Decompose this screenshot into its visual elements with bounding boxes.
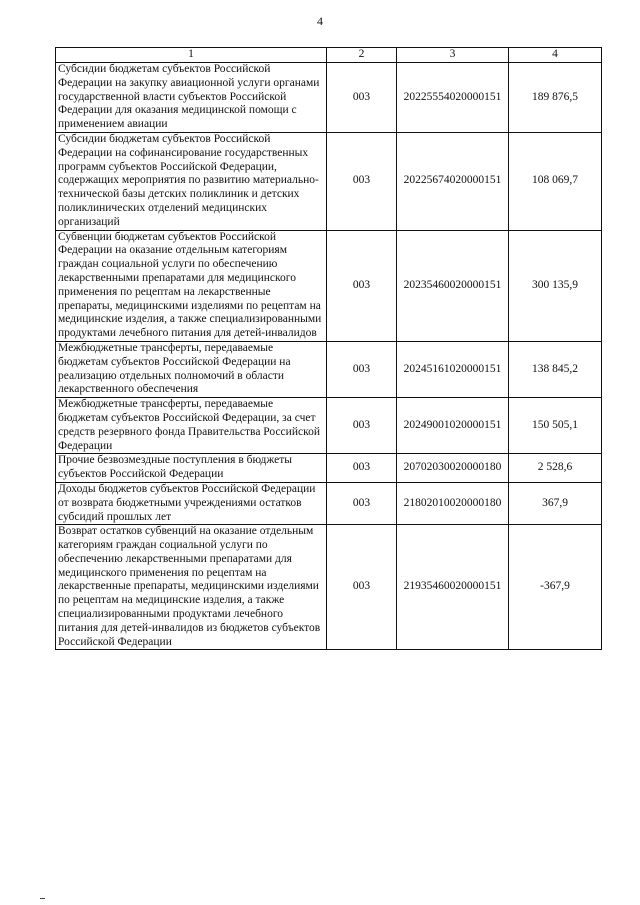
- row-kbk: 20225554020000151: [397, 63, 509, 133]
- page-number: 4: [317, 14, 323, 28]
- row-code: 003: [327, 63, 397, 133]
- row-kbk: 20702030020000180: [397, 454, 509, 483]
- table-row: [56, 525, 602, 650]
- row-kbk: 20249001020000151: [397, 398, 509, 454]
- row-amount: -367,9: [509, 525, 602, 650]
- table-row: [56, 482, 602, 524]
- table-row: [56, 132, 602, 230]
- table-row: [56, 454, 602, 483]
- table-row: [56, 230, 602, 341]
- table-row: [56, 341, 602, 397]
- row-code: 003: [327, 398, 397, 454]
- row-amount: 108 069,7: [509, 132, 602, 230]
- row-code: 003: [327, 482, 397, 524]
- row-description: Субсидии бюджетам субъектов Российской Федерации на софинансирование государственных программ субъектов Российской Федерации, содержащих мероприятия по развитию материально-технической базы детских поликлиник и детских поликлинических отделений медицинских организаций: [56, 132, 327, 230]
- row-amount: 367,9: [509, 482, 602, 524]
- column-header-2: 2: [327, 48, 397, 63]
- row-amount: 300 135,9: [509, 230, 602, 341]
- column-header-4: 4: [509, 48, 602, 63]
- row-kbk: 21802010020000180: [397, 482, 509, 524]
- row-description: Доходы бюджетов субъектов Российской Федерации от возврата бюджетными учреждениями остатков субсидий прошлых лет: [56, 482, 327, 524]
- row-description: Субсидии бюджетам субъектов Российской Федерации на закупку авиационной услуги органами государственной власти субъектов Российской Федерации для оказания медицинской помощи с применением авиации: [56, 63, 327, 133]
- budget-table: [55, 47, 602, 650]
- row-amount: 189 876,5: [509, 63, 602, 133]
- row-kbk: 21935460020000151: [397, 525, 509, 650]
- column-header-1: 1: [56, 48, 327, 63]
- column-header-3: 3: [397, 48, 509, 63]
- row-kbk: 20235460020000151: [397, 230, 509, 341]
- table-row: [56, 398, 602, 454]
- row-description: Субвенции бюджетам субъектов Российской Федерации на оказание отдельным категориям граждан социальной услуги по обеспечению лекарственными препаратами для медицинского применения по рецептам на лекарственные препараты, медицинскими изделиями по рецептам на медицинские изделия, а также специализированными продуктами лечебного питания для детей-инвалидов: [56, 230, 327, 341]
- row-description: Возврат остатков субвенций на оказание отдельным категориям граждан социальной услуги по обеспечению лекарственными препаратами для медицинского применения по рецептам на лекарственные препараты, медицинскими изделиями по рецептам на медицинские изделия, а также специализированными продуктами лечебного питания для детей-инвалидов из бюджетов субъектов Российской Федерации: [56, 525, 327, 650]
- row-description: Прочие безвозмездные поступления в бюджеты субъектов Российской Федерации: [56, 454, 327, 483]
- row-code: 003: [327, 132, 397, 230]
- row-amount: 150 505,1: [509, 398, 602, 454]
- row-kbk: 20225674020000151: [397, 132, 509, 230]
- row-description: Межбюджетные трансферты, передаваемые бюджетам субъектов Российской Федерации, за счет средств резервного фонда Правительства Российской Федерации: [56, 398, 327, 454]
- row-kbk: 20245161020000151: [397, 341, 509, 397]
- row-description: Межбюджетные трансферты, передаваемые бюджетам субъектов Российской Федерации на реализацию отдельных полномочий в области лекарственного обеспечения: [56, 341, 327, 397]
- row-code: 003: [327, 454, 397, 483]
- row-code: 003: [327, 230, 397, 341]
- row-amount: 138 845,2: [509, 341, 602, 397]
- table-row: [56, 63, 602, 133]
- row-amount: 2 528,6: [509, 454, 602, 483]
- scan-mark: [40, 898, 45, 899]
- row-code: 003: [327, 525, 397, 650]
- row-code: 003: [327, 341, 397, 397]
- header-row: [56, 48, 602, 63]
